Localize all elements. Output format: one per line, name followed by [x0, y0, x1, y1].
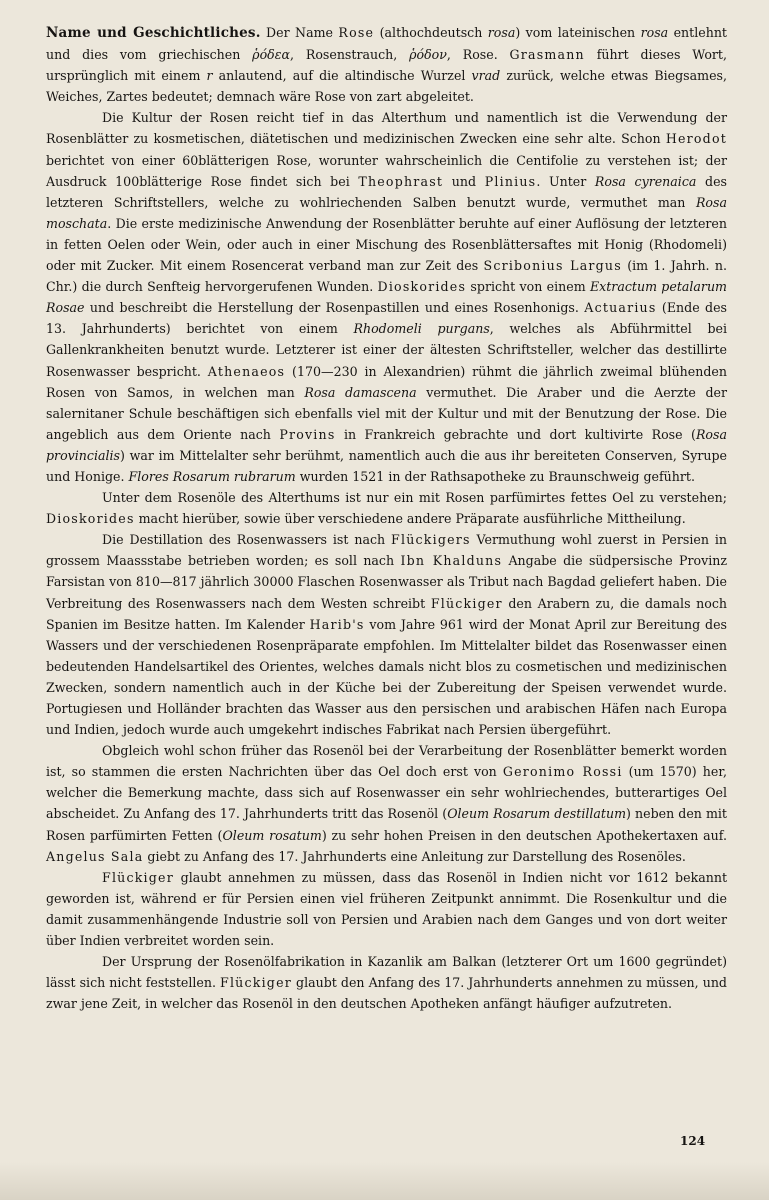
spaced-name: Grasmann: [509, 47, 585, 63]
paragraph: [46, 740, 727, 867]
text-run: (althochdeutsch: [374, 25, 488, 40]
text-run: ) zu sehr hohen Preisen in den deutschen Apothekertaxen auf.: [321, 827, 727, 843]
italic-term: Extractum petalarum Rosae: [46, 279, 728, 316]
spaced-name: Harib's: [309, 616, 365, 632]
italic-term: Oleum Rosarum destillatum: [447, 806, 627, 822]
spaced-name: Flückigers: [391, 532, 471, 548]
italic-term: r: [206, 68, 213, 84]
text-run: und: [443, 173, 485, 189]
italic-term: Rosa moschata: [46, 194, 727, 231]
spaced-name: Plinius: [484, 173, 537, 189]
text-run: (um 1570) her, welcher die Bemerkung machte, dass sich auf Rosenwasser ein sehr wohlriechendes, butterartiges Oel abscheidet. Zu Anfang des 17. Jahrhunderts tritt das Rosenöl (: [46, 764, 727, 822]
italic-term: Rosa damascena: [304, 384, 417, 400]
text-run: (im 1. Jahrh. n. Chr.) die durch Senfteig hervorgerufenen Wunden.: [46, 258, 727, 295]
spaced-name: Provins: [279, 426, 336, 442]
spaced-name: Rose: [338, 25, 375, 40]
paragraph: [46, 867, 727, 951]
text-run: (Ende des 13. Jahrhunderts) berichtet von einem: [46, 300, 727, 337]
italic-term: ῥόδεα: [252, 47, 291, 63]
text-run: führt dieses Wort, ursprünglich mit einem: [46, 47, 727, 84]
italic-term: Flores Rosarum rubrarum: [128, 468, 296, 484]
text-run: zurück, welche etwas Biegsames, Weiches, Zartes bedeutet; demnach wäre Rose von zart abgeleitet.: [46, 68, 727, 105]
italic-term: rosa: [487, 25, 516, 40]
text-run: spricht von einem: [466, 279, 590, 295]
text-run: anlautend, auf die altindische Wurzel: [212, 68, 472, 84]
body-text: [46, 22, 727, 1014]
paragraph: [46, 22, 727, 107]
italic-term: Oleum rosatum: [222, 827, 322, 843]
text-run: glaubt annehmen zu müssen, dass das Rosenöl in Indien nicht vor 1612 bekannt geworden ist, während er für Persien einen viel früheren Zeitpunkt annimmt. Die Rosenkultur und die damit zusammenhängende Industrie soll von Persien und Arabien nach dem Ganges und von dort weiter über Indien verbreitet worden sein.: [46, 869, 727, 949]
text-run: Der Name: [260, 25, 339, 40]
text-run: in Frankreich gebrachte und dort kultivirte Rose (: [335, 426, 696, 442]
text-run: entlehnt und dies vom griechischen: [46, 25, 727, 63]
text-run: des letzteren Schriftstellers, welche zu wohlriechenden Salben benutzt wurde, vermuthet man: [46, 173, 727, 210]
text-run: , welches als Abführmittel bei Gallenkrankheiten benutzt wurde. Letzterer ist einer der ältesten Schriftsteller, welcher das destillirte Rosenwasser bespricht.: [46, 321, 727, 379]
spaced-name: Angelus Sala: [46, 848, 144, 864]
text-run: Unter dem Rosenöle des Alterthums ist nur ein mit Rosen parfümirtes fettes Oel zu verstehen;: [102, 490, 727, 506]
spaced-name: Herodot: [665, 131, 727, 147]
page-bottom-edge: [0, 1162, 769, 1200]
text-run: macht hierüber, sowie über verschiedene andere Präparate ausführliche Mittheilung.: [134, 511, 686, 527]
spaced-name: Scribonius Largus: [483, 258, 622, 274]
text-run: wurden 1521 in der Rathsapotheke zu Braunschweig geführt.: [295, 468, 695, 484]
spaced-name: Dioskorides: [377, 279, 467, 295]
text-run: vom Jahre 961 wird der Monat April zur Bereitung des Wassers und der verschiedenen Rosenpräparate empfohlen. Im Mittelalter bildet das Rosenwasser einen bedeutenden Handelsartikel des Orientes, welches damals nicht blos zu cosmetischen und medizinischen Zwecken, sondern namentlich auch in der Küche bei der Zubereitung der Speisen verwendet wurde. Portugiesen und Holländer brachten das Wasser aus den persischen und arabischen Häfen nach Europa und Indien, jedoch wurde auch umgekehrt indisches Fabrikat nach Persien übergeführt.: [46, 616, 727, 738]
italic-term: Rosa provincialis: [46, 426, 727, 463]
italic-term: ῥόδον: [409, 47, 447, 63]
text-run: ) war im Mittelalter sehr berühmt, namentlich auch die aus ihr bereiteten Conserven, Syrupe und Honige.: [46, 447, 727, 484]
text-run: Die Destillation des Rosenwassers ist nach: [102, 532, 392, 548]
text-run: glaubt den Anfang des 17. Jahrhunderts annehmen zu müssen, und zwar jene Zeit, in welcher das Rosenöl in den deutschen Apotheken anfängt häufiger aufzutreten.: [46, 975, 727, 1012]
text-run: . Die erste medizinische Anwendung der Rosenblätter beruhte auf einer Auflösung der letzteren in fetten Oelen oder Wein, oder auch in einer Mischung des Rosenblättersaftes mit Honig (Rhodomeli) oder mit Zucker. Mit einem Rosencerat verband man zur Zeit des: [46, 215, 727, 274]
text-run: giebt zu Anfang des 17. Jahrhunderts eine Anleitung zur Darstellung des Rosenöles.: [143, 848, 686, 864]
spaced-name: Theophrast: [358, 173, 444, 189]
spaced-name: Actuarius: [584, 300, 657, 316]
section-heading: Name und Geschichtliches.: [46, 25, 261, 41]
text-run: ) neben den mit Rosen parfümirten Fetten (: [46, 806, 727, 843]
spaced-name: Flückiger: [220, 975, 292, 991]
spaced-name: Ibn Khalduns: [400, 553, 503, 569]
text-run: , Rosenstrauch,: [290, 47, 410, 63]
paragraph: [46, 951, 727, 1014]
text-run: . Unter: [536, 173, 595, 189]
page-number: 124: [680, 1134, 706, 1148]
paragraph: [46, 107, 727, 487]
text-run: berichtet von einer 60blätterigen Rose, worunter wahrscheinlich die Centifolie zu verstehen ist; der Ausdruck 100blätterige Rose findet sich bei: [46, 152, 727, 189]
text-run: Obgleich wohl schon früher das Rosenöl bei der Verarbeitung der Rosenblätter bemerkt worden ist, so stammen die ersten Nachrichten über das Oel doch erst von: [46, 743, 727, 780]
paragraph: [46, 487, 727, 529]
text-run: Vermuthung wohl zuerst in Persien in grossem Maassstabe betrieben worden; es soll nach: [46, 532, 727, 569]
text-run: Die Kultur der Rosen reicht tief in das Alterthum und namentlich ist die Verwendung der Rosenblätter zu kosmetischen, diätetischen und medizinischen Zwecken eine sehr alte. Schon: [46, 110, 727, 147]
italic-term: Rhodomeli purgans: [353, 321, 490, 337]
text-run: den Arabern zu, die damals noch Spanien im Besitze hatten. Im Kalender: [46, 595, 728, 632]
italic-term: rosa: [640, 25, 669, 40]
spaced-name: Geronimo Rossi: [502, 764, 623, 780]
text-run: Der Ursprung der Rosenölfabrikation in Kazanlik am Balkan (letzterer Ort um 1600 gegründet) lässt sich nicht feststellen.: [46, 954, 727, 991]
italic-term: vrad: [471, 68, 501, 84]
spaced-name: Dioskorides: [46, 511, 135, 527]
spaced-name: Flückiger: [102, 869, 174, 885]
text-run: Angabe die südpersische Provinz Farsistan von 810—817 jährlich 30000 Flaschen Rosenwasser als Tribut nach Bagdad geliefert haben. Die Verbreitung des Rosenwassers nach dem Westen schreibt: [46, 553, 727, 611]
paragraph: [46, 529, 727, 740]
spaced-name: Flückiger: [430, 595, 503, 611]
italic-term: Rosa cyrenaica: [594, 173, 697, 189]
text-run: und beschreibt die Herstellung der Rosenpastillen und eines Rosenhonigs.: [84, 300, 585, 316]
text-run: , Rose.: [446, 47, 510, 63]
spaced-name: Athenaeos: [207, 363, 286, 379]
text-run: ) vom lateinischen: [515, 25, 641, 40]
text-run: vermuthet. Die Araber und die Aerzte der salernitaner Schule beschäftigen sich ebenfalls viel mit der Kultur und mit der Benutzung der Rose. Die angeblich aus dem Oriente nach: [46, 384, 727, 442]
text-run: (170—230 in Alexandrien) rühmt die jährlich zweimal blühenden Rosen von Samos, in welchen man: [46, 363, 727, 400]
